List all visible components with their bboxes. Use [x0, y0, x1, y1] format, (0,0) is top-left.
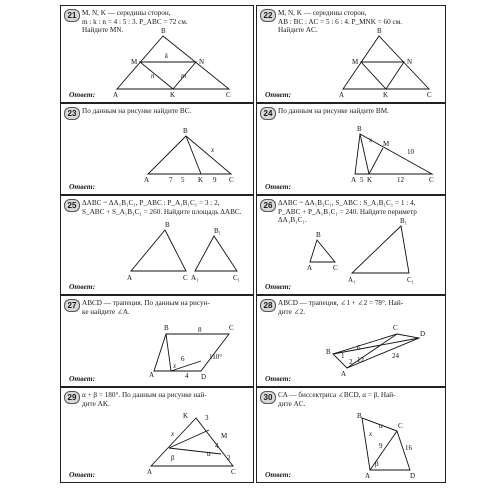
svg-text:A: A: [127, 274, 133, 282]
svg-text:C: C: [427, 91, 432, 99]
problem-text: По данным на рисунке найдите BM.: [278, 107, 389, 115]
svg-text:x: x: [171, 430, 175, 438]
problem-number: 29: [64, 391, 80, 404]
svg-text:8: 8: [198, 326, 202, 334]
problem-text: ΔABC ~ ΔA₁B₁C₁, P_ABC : P_A₁B₁C₁ = 3 : 2, S_ABC + S_A₁B₁C₁ = 260. Найдите площадь ΔABC.: [82, 199, 242, 216]
svg-text:α: α: [379, 422, 383, 430]
svg-text:C: C: [183, 274, 188, 282]
svg-text:C₁: C₁: [233, 274, 241, 282]
svg-text:N: N: [199, 58, 205, 66]
problem-text: M, N, K — середины сторон, AB : BC : AC = 5 : 6 : 4. P_MNK = 60 см. Найдите AC.: [278, 9, 403, 35]
answer-label: Ответ:: [69, 374, 96, 383]
svg-text:x: x: [211, 146, 215, 154]
svg-text:9: 9: [379, 442, 383, 450]
svg-text:12: 12: [357, 356, 364, 364]
svg-text:K: K: [170, 91, 176, 99]
svg-text:A: A: [339, 91, 345, 99]
svg-text:k: k: [165, 52, 169, 60]
answer-label: Ответ:: [265, 282, 292, 291]
svg-text:C: C: [429, 176, 434, 184]
problem-text: ΔABC ~ ΔA₁B₁C₁, S_ABC : S_A₁B₁C₁ = 1 : 4, P_ABC + P_A₁B₁C₁ = 240. Найдите периметр ΔA₁B₁C₁.: [278, 199, 417, 225]
svg-text:24: 24: [392, 352, 399, 360]
svg-text:K: K: [198, 176, 204, 184]
svg-text:B: B: [357, 412, 362, 420]
svg-text:C: C: [398, 422, 403, 430]
svg-text:12: 12: [397, 176, 404, 184]
svg-text:4: 4: [215, 442, 219, 450]
answer-label: Ответ:: [265, 182, 292, 191]
problem-number: 26: [260, 199, 276, 212]
svg-text:B₁: B₁: [214, 227, 222, 235]
answer-label: Ответ:: [69, 470, 96, 479]
svg-text:7: 7: [169, 176, 173, 184]
problem-number: 25: [64, 199, 80, 212]
problem-28-card: [256, 295, 446, 387]
similar-triangles-figure: [257, 196, 446, 295]
svg-text:M: M: [131, 58, 138, 66]
svg-text:10: 10: [407, 148, 414, 156]
svg-text:A: A: [341, 370, 347, 378]
svg-text:C: C: [393, 324, 398, 332]
answer-label: Ответ:: [265, 90, 292, 99]
svg-text:110°: 110°: [209, 353, 223, 361]
svg-text:α: α: [207, 450, 211, 458]
svg-text:M: M: [221, 432, 228, 440]
svg-text:K: K: [383, 91, 389, 99]
svg-text:B: B: [183, 127, 188, 135]
svg-text:9: 9: [213, 176, 217, 184]
svg-text:n: n: [151, 72, 155, 80]
svg-text:C: C: [229, 324, 234, 332]
problem-text: M, N, K — середины сторон, m : k : n = 4 : 5 : 3. P_ABC = 72 см. Найдите MN.: [82, 9, 188, 35]
svg-text:C₁: C₁: [407, 276, 415, 284]
svg-text:A₁: A₁: [191, 274, 199, 282]
svg-text:β: β: [375, 460, 379, 468]
triangle-figure: [257, 6, 446, 103]
problem-22-card: [256, 5, 446, 103]
problem-text: CA — биссектриса ∠BCD, α = β. Най- дите AC.: [278, 391, 396, 408]
problem-number: 30: [260, 391, 276, 404]
quadrilateral-figure: [257, 388, 446, 483]
problem-number: 23: [64, 107, 80, 120]
problem-number: 28: [260, 299, 276, 312]
svg-text:A: A: [147, 468, 153, 476]
problem-text: ABCD — трапеция. По данным на рисун- ке найдите ∠A.: [82, 299, 210, 316]
svg-text:β: β: [171, 454, 175, 462]
svg-text:A: A: [365, 472, 371, 480]
problem-text: ABCD — трапеция, ∠1 + ∠2 = 78°. Най- дите ∠2.: [278, 299, 404, 316]
svg-text:K: K: [183, 412, 189, 420]
triangle-figure: [61, 388, 254, 483]
problem-25-card: [60, 195, 254, 295]
svg-text:A: A: [149, 371, 155, 379]
problem-29-card: [60, 387, 254, 483]
svg-text:6: 6: [357, 344, 361, 352]
triangle-figure: [61, 6, 254, 103]
svg-text:2: 2: [227, 454, 231, 462]
answer-label: Ответ:: [69, 90, 96, 99]
svg-text:N: N: [407, 58, 413, 66]
svg-text:B: B: [326, 348, 331, 356]
svg-text:M: M: [383, 140, 390, 148]
problem-text: По данным на рисунке найдите BC.: [82, 107, 192, 115]
svg-text:C: C: [226, 91, 231, 99]
svg-text:A: A: [351, 176, 357, 184]
answer-label: Ответ:: [69, 182, 96, 191]
answer-label: Ответ:: [265, 470, 292, 479]
problem-24-card: [256, 103, 446, 195]
problem-number: 22: [260, 9, 276, 22]
svg-text:B: B: [161, 27, 166, 35]
svg-text:A₁: A₁: [348, 276, 356, 284]
svg-text:1: 1: [341, 352, 345, 360]
svg-text:B₁: B₁: [400, 217, 408, 225]
svg-text:D: D: [420, 330, 426, 338]
svg-text:B: B: [165, 221, 170, 229]
problem-number: 27: [64, 299, 80, 312]
problem-21-card: [60, 5, 254, 103]
svg-text:C: C: [333, 264, 338, 272]
problem-text: α + β = 180°. По данным на рисунке най- дите AK.: [82, 391, 207, 408]
answer-label: Ответ:: [265, 374, 292, 383]
svg-text:D: D: [201, 373, 207, 381]
svg-text:5: 5: [181, 176, 185, 184]
svg-text:M: M: [352, 58, 359, 66]
svg-text:A: A: [113, 91, 119, 99]
answer-label: Ответ:: [69, 282, 96, 291]
svg-text:C: C: [229, 176, 234, 184]
svg-text:A: A: [144, 176, 150, 184]
svg-text:D: D: [410, 472, 416, 480]
svg-text:A: A: [307, 264, 313, 272]
problem-23-card: [60, 103, 254, 195]
svg-text:B: B: [316, 231, 321, 239]
svg-text:B: B: [357, 125, 362, 133]
problem-30-card: [256, 387, 446, 483]
svg-text:K: K: [367, 176, 373, 184]
svg-text:C: C: [231, 468, 236, 476]
svg-text:x: x: [369, 136, 373, 144]
svg-text:B: B: [377, 27, 382, 35]
similar-triangles-figure: [61, 196, 254, 295]
problem-number: 21: [64, 9, 80, 22]
svg-text:2: 2: [349, 358, 353, 366]
svg-text:B: B: [164, 324, 169, 332]
problem-27-card: [60, 295, 254, 387]
svg-text:m: m: [181, 72, 187, 80]
svg-text:4: 4: [185, 372, 189, 380]
svg-text:5: 5: [360, 176, 364, 184]
svg-text:x: x: [369, 430, 373, 438]
svg-text:3: 3: [205, 414, 209, 422]
problem-26-card: [256, 195, 446, 295]
svg-text:16: 16: [405, 444, 412, 452]
svg-text:6: 6: [181, 355, 185, 363]
problem-number: 24: [260, 107, 276, 120]
svg-text:x: x: [173, 362, 177, 370]
